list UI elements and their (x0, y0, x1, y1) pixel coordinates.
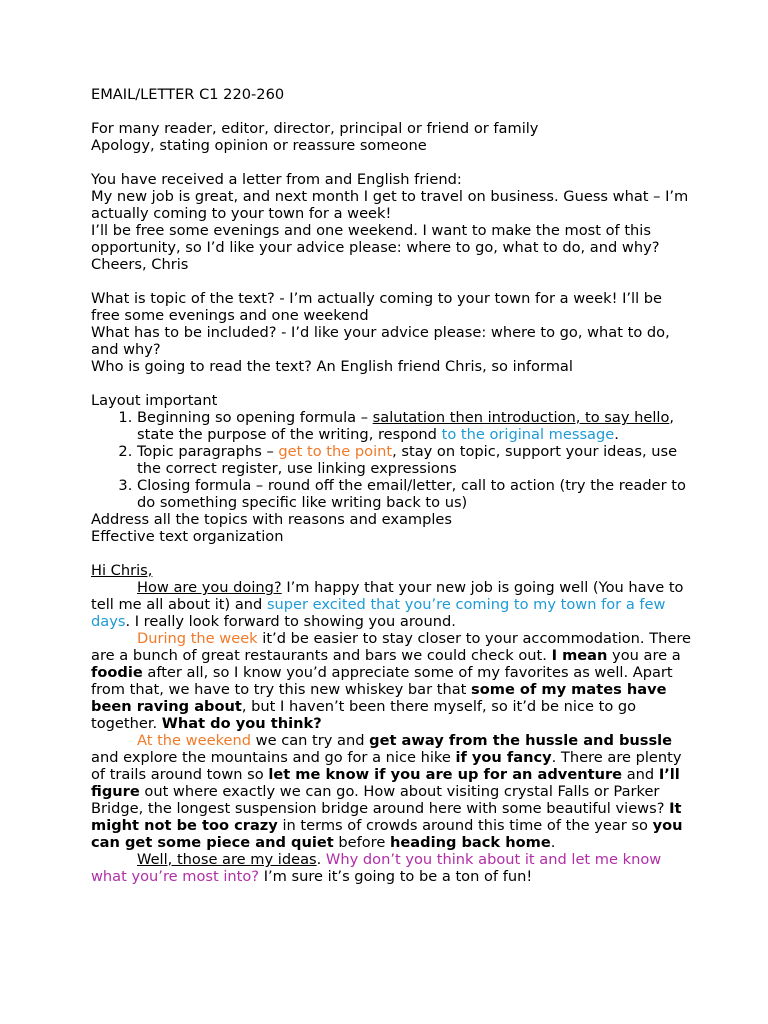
task-line: I’ll be free some evenings and one weekend. I want to make the most of this opportunity, so I’d like your advice please: where to go, what to do, and why? (91, 222, 660, 256)
text-run: you are a (607, 647, 681, 664)
text-run: , but I haven’t been there myself, so it’d be nice to go together. (91, 698, 637, 732)
task-line: Cheers, Chris (91, 256, 189, 273)
text-run: and explore the mountains and go for a nice hike (91, 749, 456, 766)
layout-list-item (137, 409, 691, 443)
text-run: after all, so I know you’d appreciate some of my favorites as well. Apart from that, we have to try this new whiskey bar that (91, 664, 673, 698)
text-run: out where exactly we can go. How about visiting crystal Falls or Parker Bridge, the longest suspension bridge around here with some beautiful views? (91, 783, 670, 817)
letter-paragraph (91, 732, 691, 851)
letter-salutation: Hi Chris, (91, 562, 153, 579)
spacer (91, 154, 691, 171)
text-run: . (316, 851, 326, 868)
text-run: it’d be easier to stay closer to your accommodation. There are a bunch of great restaurants and bars we could check out. (91, 630, 691, 664)
intro-line: Apology, stating opinion or reassure someone (91, 137, 427, 154)
text-run: Topic paragraphs – (137, 443, 279, 460)
bold-text: you can get some piece and quiet (91, 817, 683, 851)
layout-list-item: 3. Closing formula – round off the email/letter, call to action (try the reader to do something specific like writing back to us) (137, 477, 691, 511)
layout-list (91, 409, 691, 511)
text-run: . (614, 426, 619, 443)
document-body (91, 86, 691, 885)
layout-list-item (137, 443, 691, 477)
letter-paragraph (91, 851, 691, 885)
bold-text: What do you think? (161, 715, 322, 732)
bold-text: some of my mates have been raving about (91, 681, 667, 715)
highlighted-text: get to the point (278, 443, 393, 460)
bold-text: heading back home (389, 834, 551, 851)
bold-text: I mean (551, 647, 608, 664)
highlighted-text: Why don’t you think about it and let me know what you’re most into? (91, 851, 662, 885)
underlined-text: Well, those are my ideas (137, 851, 317, 868)
layout-heading: Layout important (91, 392, 218, 409)
text-run: before (333, 834, 390, 851)
text-run: , stay on topic, support your ideas, use the correct register, use linking expressions (137, 443, 678, 477)
letter-paragraph (91, 579, 691, 630)
text-run: . (550, 834, 556, 851)
text-run: , state the purpose of the writing, respond (137, 409, 675, 443)
text-run: we can try and (251, 732, 370, 749)
spacer (91, 103, 691, 120)
spacer (91, 375, 691, 392)
task-line: My new job is great, and next month I get to travel on business. Guess what – I’m actually coming to your town for a week! (91, 188, 689, 222)
letter-paragraph (91, 630, 691, 732)
bold-text: foodie (91, 664, 143, 681)
text-run: I’m happy that your new job is going well (You have to tell me all about it) and (91, 579, 684, 613)
bold-text: It might not be too crazy (91, 800, 682, 834)
spacer (91, 545, 691, 562)
layout-note: Effective text organization (91, 528, 284, 545)
bold-text: I’ll figure (91, 766, 680, 800)
underlined-text: salutation then introduction, to say hello (372, 409, 670, 426)
text-run: and (622, 766, 659, 783)
bold-text: if you fancy (455, 749, 552, 766)
text-run: . I really look forward to showing you around. (125, 613, 456, 630)
spacer (91, 273, 691, 290)
text-run: in terms of crowds around this time of the year so (277, 817, 653, 834)
text-run: . There are plenty of trails around town so (91, 749, 682, 783)
task-line: You have received a letter from and English friend: (91, 171, 462, 188)
document-title: EMAIL/LETTER C1 220-260 (91, 86, 285, 103)
bold-text: get away from the hussle and bussle (369, 732, 673, 749)
layout-note: Address all the topics with reasons and examples (91, 511, 453, 528)
highlighted-text: to the original message (441, 426, 615, 443)
highlighted-text: At the weekend (137, 732, 251, 749)
bold-text: let me know if you are up for an adventure (268, 766, 623, 783)
question-line: Who is going to read the text? An English friend Chris, so informal (91, 358, 573, 375)
highlighted-text: During the week (137, 630, 258, 647)
text-run: I’m sure it’s going to be a ton of fun! (259, 868, 533, 885)
question-line: What has to be included? - I’d like your advice please: where to go, what to do, and why? (91, 324, 670, 358)
underlined-text: How are you doing? (137, 579, 282, 596)
text-run: Beginning so opening formula – (137, 409, 373, 426)
highlighted-text: super excited that you’re coming to my town for a few days (91, 596, 666, 630)
intro-line: For many reader, editor, director, principal or friend or family (91, 120, 539, 137)
question-line: What is topic of the text? - I’m actually coming to your town for a week! I’ll be free some evenings and one weekend (91, 290, 663, 324)
